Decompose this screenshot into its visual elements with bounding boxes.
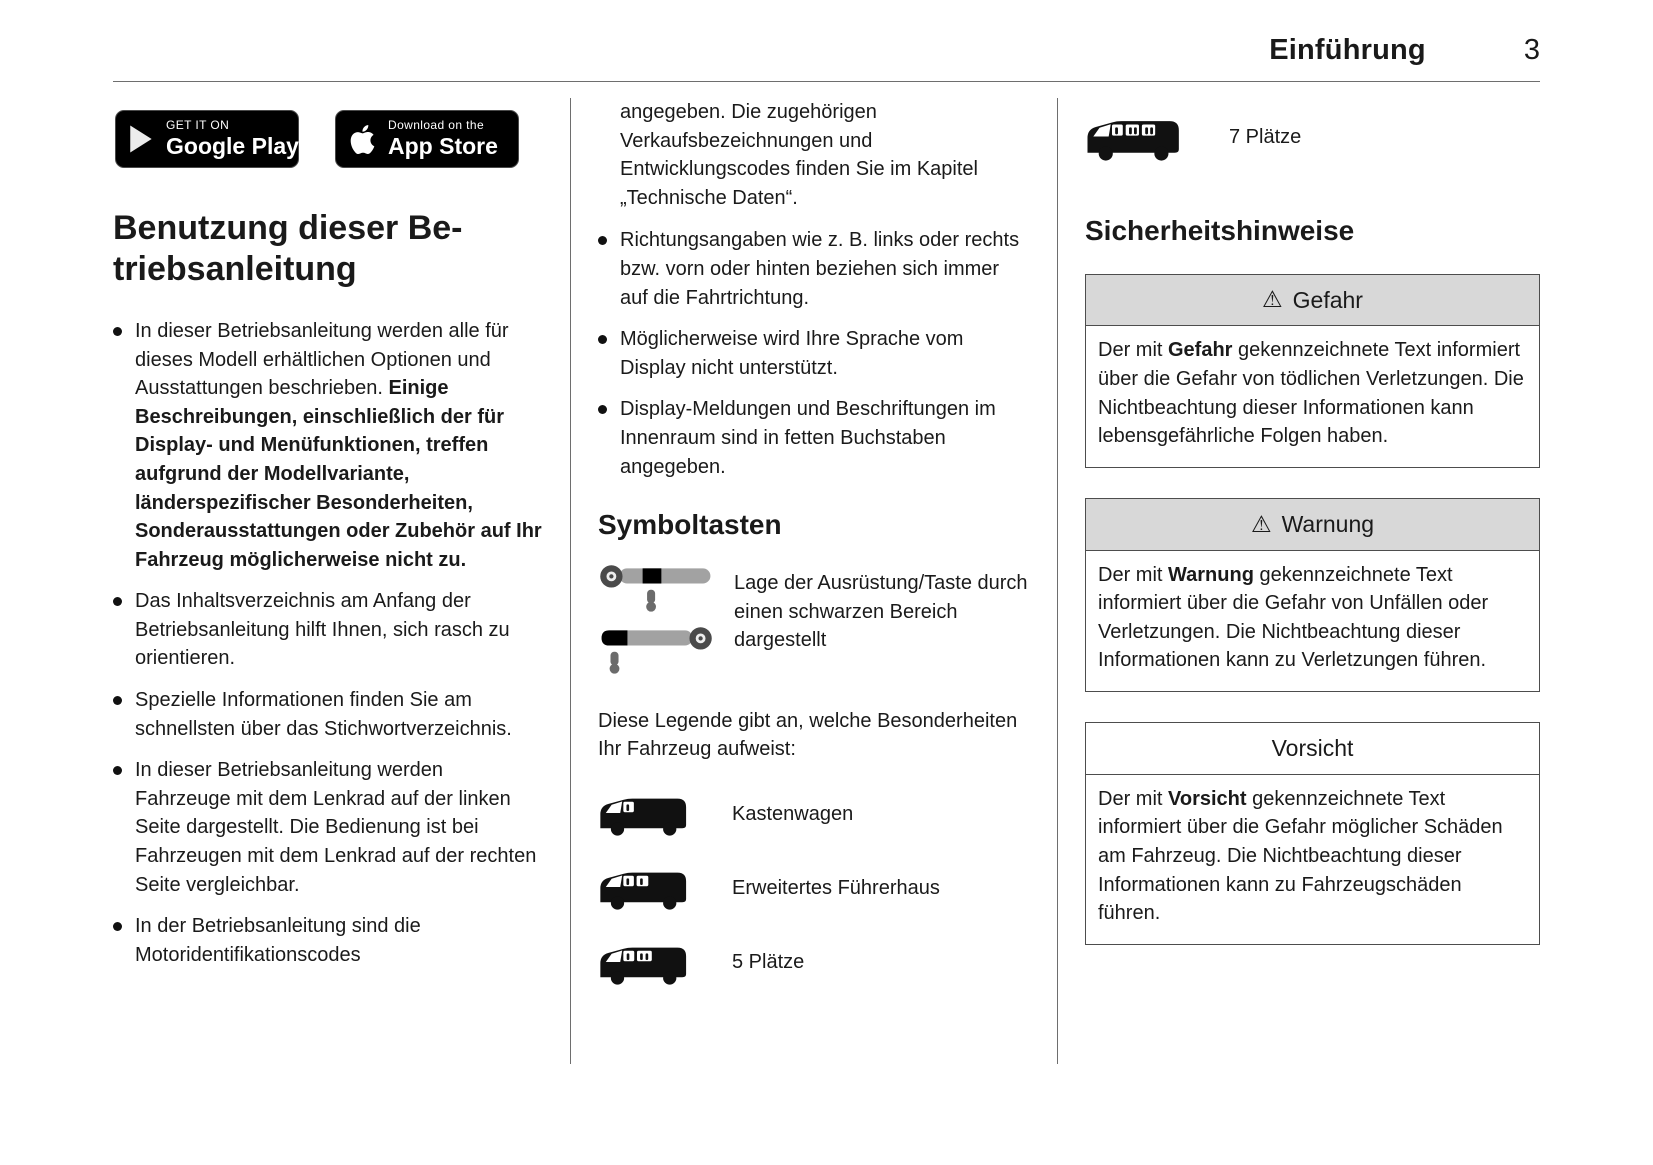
- google-play-tagline: GET IT ON: [166, 117, 230, 132]
- danger-box: [1085, 274, 1540, 468]
- section-heading-safety: Sicherheitshinweise: [1085, 215, 1355, 247]
- list-item: [598, 226, 1030, 312]
- bullet-icon: [113, 922, 122, 931]
- page-header: [113, 34, 1540, 82]
- dashboard-left-drive-icon: [598, 563, 714, 615]
- warning-triangle-icon: ⚠: [1250, 510, 1272, 537]
- bullet-icon: [113, 696, 122, 705]
- list-item-text: Möglicherweise wird Ihre Sprache vom Display nicht unterstützt.: [620, 328, 964, 379]
- list-item-text: Das Inhaltsverzeichnis am Anfang der Betriebsanleitung hilft Ihnen, sich rasch zu orientieren.: [135, 590, 510, 670]
- list-item: [113, 686, 543, 743]
- content-columns: [113, 98, 1540, 1064]
- danger-box-text: Der mit Gefahr gekennzeichnete Text informiert über die Gefahr von tödlichen Verletzungen. Die Nichtbeachtung dieser Informationen kann lebensgefährliche Folgen haben.: [1098, 339, 1524, 448]
- bullet-icon: [598, 405, 607, 414]
- google-play-store-name: Google Play: [166, 132, 299, 159]
- symbol-key-pictograms: [598, 563, 714, 677]
- vehicle-legend-row: [1085, 112, 1540, 163]
- list-item-text: In der Betriebsanleitung sind die Motoridentifikationscodes: [135, 915, 421, 966]
- continuation-paragraph: angegeben. Die zugehörigen Verkaufsbezeichnungen und Entwicklungscodes finden Sie im Kapitel „Technische Daten“.: [620, 101, 978, 209]
- google-play-badge[interactable]: [115, 110, 299, 168]
- danger-box-title: Gefahr: [1292, 286, 1363, 313]
- list-item-text: Richtungsangaben wie z. B. links oder rechts bzw. vorn oder hinten beziehen sich immer auf die Fahrtrichtung.: [620, 229, 1020, 309]
- google-play-icon: [128, 124, 155, 154]
- section-heading-usage: Benutzung dieser Be- triebsanleitung: [113, 209, 463, 289]
- list-item: [113, 912, 543, 969]
- vehicle-legend-row: [598, 864, 1030, 912]
- warning-box-text: Der mit Warnung gekennzeichnete Text informiert über die Gefahr von Unfällen oder Verletzungen. Die Nichtbeachtung dieser Informationen kann zu Verletzungen führen.: [1098, 563, 1489, 672]
- vehicle-legend-label: 7 Plätze: [1229, 126, 1302, 149]
- legend-intro: Diese Legende gibt an, welche Besonderheiten Ihr Fahrzeug aufweist:: [598, 709, 1018, 761]
- list-item: [598, 325, 1030, 382]
- symbol-key-legend: [598, 563, 1030, 677]
- warning-box-title: Warnung: [1281, 510, 1375, 537]
- bullet-icon: [598, 236, 607, 245]
- column-middle: [570, 98, 1057, 1064]
- app-store-badge-text: [388, 119, 498, 159]
- vehicle-legend-row: [598, 790, 1030, 838]
- caution-box-text: Der mit Vorsicht gekennzeichnete Text informiert über die Gefahr möglicher Schäden am Fahrzeug. Die Nichtbeachtung dieser Informationen kann zu Fahrzeugschäden führen.: [1098, 787, 1503, 925]
- van-7-seats-icon: [1085, 112, 1183, 163]
- warning-triangle-icon: ⚠: [1262, 286, 1283, 313]
- vehicle-legend-label: Kastenwagen: [732, 802, 854, 825]
- bullet-icon: [113, 327, 122, 336]
- google-play-badge-text: [166, 119, 299, 159]
- list-item-text: Display-Meldungen und Beschriftungen im Innenraum sind in fetten Buchstaben angegeben.: [620, 398, 996, 478]
- column-left: [113, 98, 570, 1064]
- list-item-text: In dieser Betriebsanleitung werden alle für dieses Modell erhältlichen Optionen und Ausstattungen beschrieben. Einige Beschreibungen, einschließlich der für Display- und Menüfunktionen, treffen aufgrund der Modellvariante, länderspezifischer Besonderheiten, Sonderausstattungen oder Zubehör auf Ihr Fahrzeug möglicherweise nicht zu.: [135, 319, 542, 571]
- app-store-tagline: Download on the: [388, 117, 485, 132]
- store-badges: [115, 110, 543, 168]
- bullet-icon: [113, 766, 122, 775]
- symbol-key-caption: Lage der Ausrüstung/Taste durch einen schwarzen Bereich dargestellt: [734, 572, 1028, 652]
- caution-box-header: [1086, 723, 1539, 775]
- bullet-icon: [113, 597, 122, 606]
- list-item: [113, 587, 543, 673]
- vehicle-legend-label: Erweitertes Führerhaus: [732, 877, 940, 900]
- van-crew-cab-icon: [598, 864, 690, 912]
- page-number: 3: [1523, 34, 1540, 66]
- list-item: [598, 395, 1030, 481]
- dashboard-right-drive-icon: [598, 625, 714, 677]
- apple-icon: [348, 123, 377, 156]
- warning-box-header: [1086, 499, 1539, 551]
- app-store-store-name: App Store: [388, 132, 498, 159]
- column-right: [1057, 98, 1540, 1064]
- danger-box-header: [1086, 275, 1539, 327]
- van-5-seats-icon: [598, 939, 690, 987]
- caution-box: [1085, 722, 1540, 945]
- list-item-text: In dieser Betriebsanleitung werden Fahrzeuge mit dem Lenkrad auf der linken Seite dargestellt. Die Bedienung ist bei Fahrzeugen mit dem Lenkrad auf der rechten Seite vergleichbar.: [135, 759, 537, 896]
- caution-box-title: Vorsicht: [1271, 735, 1354, 762]
- vehicle-legend-label: 5 Plätze: [732, 951, 805, 974]
- chapter-title: Einführung: [1269, 34, 1426, 66]
- vehicle-legend-row: [598, 939, 1030, 987]
- app-store-badge[interactable]: [335, 110, 519, 168]
- warning-box: [1085, 498, 1540, 692]
- list-item: [113, 756, 543, 899]
- list-item: [113, 317, 543, 574]
- list-item-text: Spezielle Informationen finden Sie am schnellsten über das Stichwortverzeichnis.: [135, 689, 512, 740]
- van-panel-icon: [598, 790, 690, 838]
- section-heading-symbol-keys: Symboltasten: [598, 509, 782, 541]
- bullet-icon: [598, 335, 607, 344]
